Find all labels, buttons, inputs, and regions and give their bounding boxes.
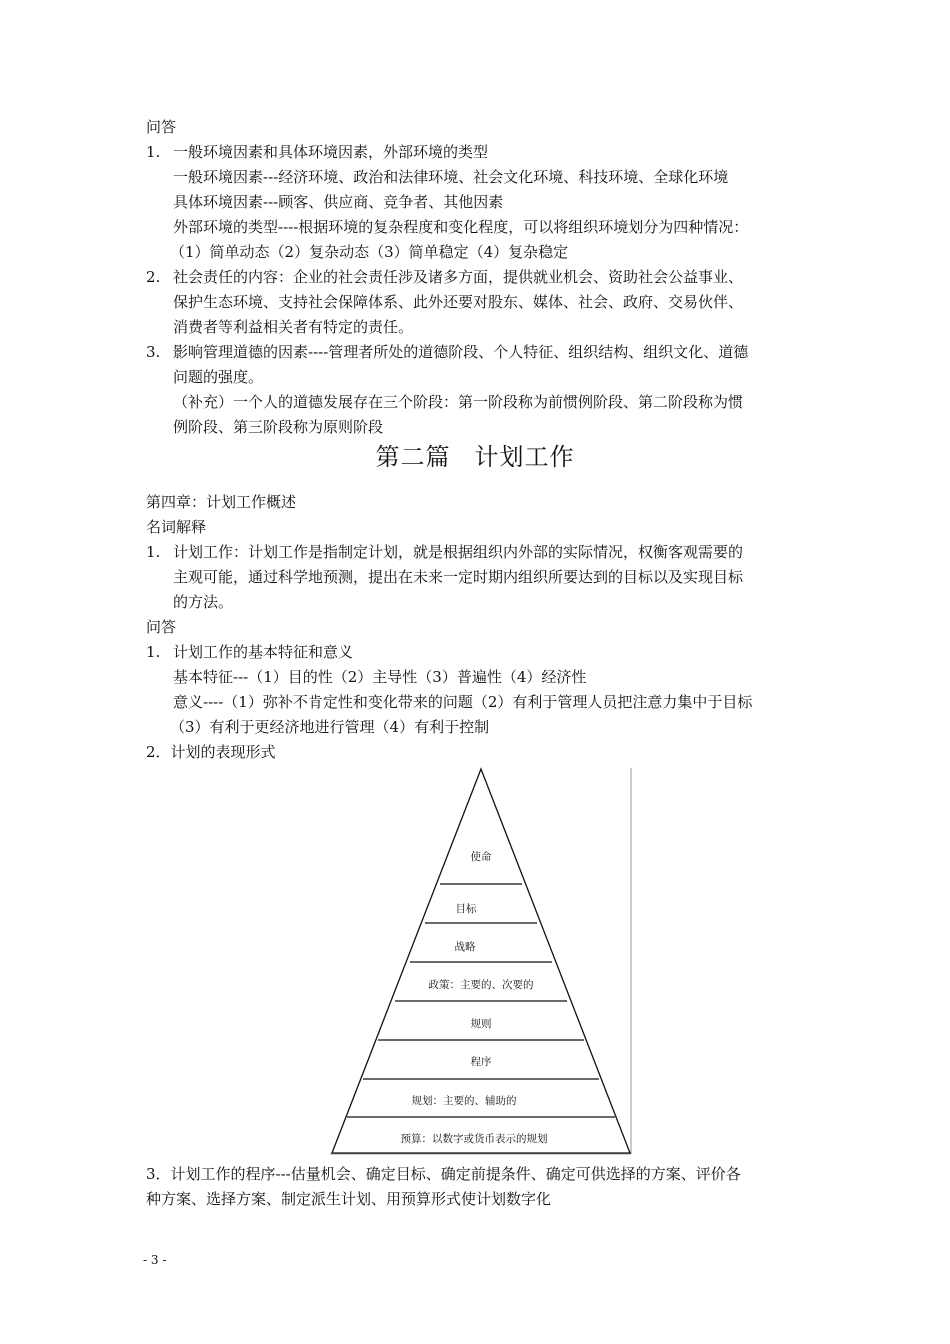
pyramid-level-programs: 规划：主要的、辅助的 (411, 1095, 517, 1107)
pyramid-level-objectives: 目标 (455, 903, 477, 915)
text-line: 计划工作：计划工作是指制定计划，就是根据组织内外部的实际情况，权衡客观需要的 (173, 543, 744, 561)
item-number: 3. (146, 343, 161, 361)
text-line: 意义----（1）弥补不肯定性和变化带来的问题（2）有利于管理人员把注意力集中于目标 (173, 693, 753, 711)
text-line: 影响管理道德的因素----管理者所处的道德阶段、个人特征、组织结构、组织文化、道德 (173, 343, 749, 361)
pyramid-level-strategy: 战略 (454, 941, 476, 953)
text-line: 具体环境因素---顾客、供应商、竞争者、其他因素 (173, 193, 504, 211)
text-line: 一般环境因素---经济环境、政治和法律环境、社会文化环境、科技环境、全球化环境 (173, 168, 729, 186)
text-line: （补充）一个人的道德发展存在三个阶段：第一阶段称为前惯例阶段、第二阶段称为惯 (173, 393, 744, 411)
text-line: 基本特征---（1）目的性（2）主导性（3）普遍性（4）经济性 (173, 668, 587, 686)
text-line: 消费者等利益相关者有特定的责任。 (173, 318, 414, 336)
pyramid-level-rules: 规则 (470, 1018, 492, 1030)
pyramid-level-budget: 预算：以数字或货币表示的规划 (400, 1133, 548, 1145)
text-line: 保护生态环境、支持社会保障体系、此外还要对股东、媒体、社会、政府、交易伙伴、 (173, 293, 744, 311)
text-line: 的方法。 (173, 593, 234, 611)
section-heading-qa: 问答 (146, 618, 177, 636)
text-line: 主观可能，通过科学地预测，提出在未来一定时期内组织所要达到的目标以及实现目标 (173, 568, 744, 586)
text-line: 例阶段、第三阶段称为原则阶段 (173, 418, 384, 436)
item-2-heading: 2．计划的表现形式 (146, 743, 276, 761)
part-title-name: 计划工作 (474, 443, 575, 471)
text-line: 种方案、选择方案、制定派生计划、用预算形式使计划数字化 (146, 1190, 552, 1208)
text-line: 社会责任的内容：企业的社会责任涉及诸多方面，提供就业机会、资助社会公益事业、 (173, 268, 744, 286)
plan-hierarchy-pyramid (325, 766, 635, 1158)
section-heading-qa: 问答 (146, 118, 177, 136)
pyramid-level-mission: 使命 (470, 851, 492, 863)
text-line: 计划工作的基本特征和意义 (173, 643, 354, 661)
text-line: （3）有利于更经济地进行管理（4）有利于控制 (170, 718, 490, 736)
part-title (0, 441, 950, 473)
text-line: 一般环境因素和具体环境因素，外部环境的类型 (173, 143, 489, 161)
pyramid-level-procedures: 程序 (470, 1056, 492, 1068)
part-title-number: 第二篇 (375, 443, 451, 471)
text-line: （1）简单动态（2）复杂动态（3）简单稳定（4）复杂稳定 (170, 243, 569, 261)
text-line: 外部环境的类型----根据环境的复杂程度和变化程度，可以将组织环境划分为四种情况： (173, 218, 749, 236)
page-number: - 3 - (143, 1253, 167, 1267)
chapter-heading: 第四章：计划工作概述 (146, 493, 297, 511)
terms-heading: 名词解释 (146, 518, 207, 536)
item-number: 1. (146, 543, 161, 561)
item-number: 1. (146, 643, 161, 661)
text-line: 3．计划工作的程序---估量机会、确定目标、确定前提条件、确定可供选择的方案、评价各 (146, 1165, 741, 1183)
item-number: 2. (146, 268, 161, 286)
text-line: 问题的强度。 (173, 368, 264, 386)
pyramid-level-policy: 政策：主要的、次要的 (428, 979, 534, 991)
item-number: 1. (146, 143, 161, 161)
